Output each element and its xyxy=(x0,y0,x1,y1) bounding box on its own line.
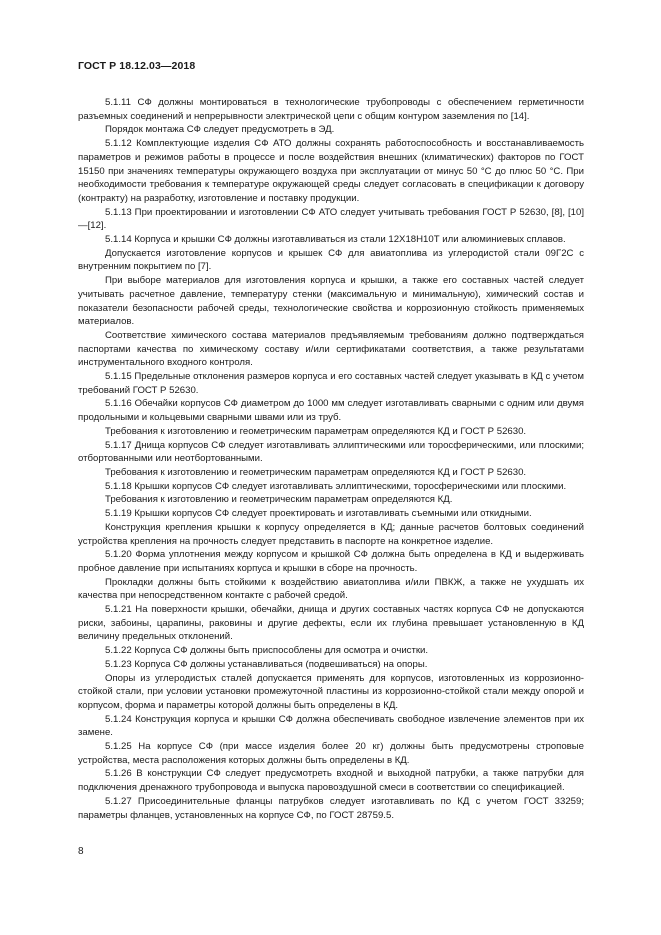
paragraph: 5.1.13 При проектировании и изготовлении СФ АТО следует учитывать требования ГОСТ Р 52630, [8], [10]—[12]. xyxy=(78,206,584,232)
document-body xyxy=(78,96,584,822)
paragraph: Допускается изготовление корпусов и крышек СФ для авиатоплива из углеродистой стали 09Г2С с внутренним покрытием по [7]. xyxy=(78,247,584,273)
paragraph: 5.1.20 Форма уплотнения между корпусом и крышкой СФ должна быть определена в КД и выдерживать пробное давление при испытаниях корпуса и крышки в сборе на прочность. xyxy=(78,549,584,574)
paragraph: 5.1.27 Присоединительные фланцы патрубков следует изготавливать по КД с учетом ГОСТ 33259; параметры фланцев, установленных на корпусе СФ, по ГОСТ 28759.5. xyxy=(78,795,584,821)
paragraph: Конструкция крепления крышки к корпусу определяется в КД; данные расчетов болтовых соединений устройства крепления на прочность следует представить в паспорте на конкретное изделие. xyxy=(78,521,584,547)
paragraph: 5.1.25 На корпусе СФ (при массе изделия более 20 кг) должны быть предусмотрены строповые устройства, места расположения которых должны быть определены в КД. xyxy=(78,741,584,766)
paragraph: Порядок монтажа СФ следует предусмотреть в ЭД. xyxy=(105,124,335,136)
paragraph: 5.1.23 Корпуса СФ должны устанавливаться (подвешиваться) на опоры. xyxy=(105,658,428,670)
paragraph: Требования к изготовлению и геометрическим параметрам определяются КД и ГОСТ Р 52630. xyxy=(105,466,527,478)
paragraph: 5.1.24 Конструкция корпуса и крышки СФ должна обеспечивать свободное извлечение элементов при их замене. xyxy=(78,713,584,739)
paragraph: 5.1.14 Корпуса и крышки СФ должны изготавливаться из стали 12Х18Н10Т или алюминиевых сплавов. xyxy=(105,234,566,246)
paragraph: 5.1.17 Днища корпусов СФ следует изготавливать эллиптическими или торосферическими, или плоскими; отбортованными или неотбортованными. xyxy=(78,439,584,465)
paragraph: 5.1.15 Предельные отклонения размеров корпуса и его составных частей следует указывать в КД с учетом требований ГОСТ Р 52630. xyxy=(78,371,584,396)
paragraph: 5.1.18 Крышки корпусов СФ следует изготавливать эллиптическими, торосферическими или плоскими. xyxy=(105,480,567,492)
paragraph: Требования к изготовлению и геометрическим параметрам определяются КД и ГОСТ Р 52630. xyxy=(105,425,527,437)
paragraph: 5.1.12 Комплектующие изделия СФ АТО должны сохранять работоспособность и восстанавливаемость параметров и режимов работы в процессе и после воздействия внешних (климатических) факторов по ГОСТ 15150 при значениях температуры окружающего воздуха при эксплуатации от минус 50 °С до плюс 50 °С. При необходимости требования к температуре окружающей среды следует согласовать в спецификации к договору (контракту) на разработку, изготовление и поставку продукции. xyxy=(78,138,584,204)
paragraph: 5.1.19 Крышки корпусов СФ следует проектировать и изготавливать съемными или откидными. xyxy=(105,508,532,520)
paragraph: Прокладки должны быть стойкими к воздействию авиатоплива и/или ПВКЖ, а также не ухудшать их качества при непосредственном контакте с рабочей средой. xyxy=(78,576,584,602)
paragraph: 5.1.21 На поверхности крышки, обечайки, днища и других составных частях корпуса СФ не допускаются риски, забоины, царапины, раковины и другие дефекты, если их глубина превышает установленную в КД величину предельных отклонений. xyxy=(78,604,584,643)
paragraph: Опоры из углеродистых сталей допускается применять для корпусов, изготовленных из коррозионно-стойкой стали, при условии установки промежуточной пластины из коррозионно-стойкой стали между опорой и корпусом, форма и параметры которой должны быть определены в КД. xyxy=(78,672,584,711)
paragraph: Соответствие химического состава материалов предъявляемым требованиям должно подтверждаться паспортами качества по химическому составу и/или сертификатами соответствия, а также результатами инструментального входного контроля. xyxy=(78,329,584,369)
paragraph: 5.1.26 В конструкции СФ следует предусмотреть входной и выходной патрубки, а также патрубки для подключения дренажного трубопровода и выпуска паровоздушной смеси в соответствии со спецификацией. xyxy=(78,768,584,794)
paragraph: При выборе материалов для изготовления корпуса и крышки, а также его составных частей следует учитывать расчетное давление, температуру стенки (максимальную и минимальную), химический состав и показатели безопасности рабочей среды, технологические свойства и коррозионную стойкость применяемых материалов. xyxy=(78,275,584,328)
paragraph: 5.1.16 Обечайки корпусов СФ диаметром до 1000 мм следует изготавливать сварными с одним или двумя продольными и кольцевыми сварными швами или из труб. xyxy=(78,398,584,424)
page-number: 8 xyxy=(78,846,84,857)
standard-header: ГОСТ Р 18.12.03—2018 xyxy=(78,60,196,72)
paragraph: 5.1.22 Корпуса СФ должны быть приспособлены для осмотра и очистки. xyxy=(105,645,429,657)
paragraph: 5.1.11 СФ должны монтироваться в технологические трубопроводы с обеспечением герметичности разъемных соединений и непрерывности электрической цепи с общим контуром заземления по [14]. xyxy=(78,97,584,122)
paragraph: Требования к изготовлению и геометрическим параметрам определяются КД. xyxy=(105,494,453,506)
